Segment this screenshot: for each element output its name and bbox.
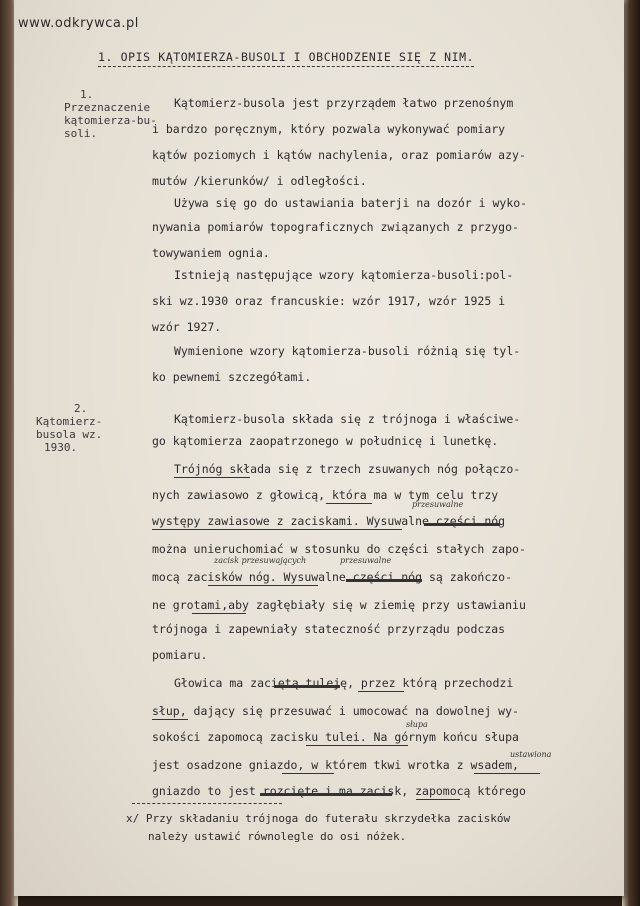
underline-mark [358,691,404,692]
strike-mark [260,793,392,796]
strike-mark [424,523,500,526]
underline-mark [174,477,250,478]
underline-mark [416,799,460,800]
text-line: i bardzo poręcznym, który pozwala wykonywać pomiary [152,122,506,136]
text-line: Wymienione wzory kątomierza-busoli różnią się tyl- [174,344,521,358]
text-line: jest osadzone gniazdo, w którem tkwi wrotka z wsadem, [152,758,519,772]
text-line: występy zawiasowe z zaciskami. Wysuwalne części nóg [152,514,506,528]
text-line: towywaniem ognia. [152,246,270,260]
text-line: mutów /kierunków/ i odległości. [152,174,367,188]
text-line: Kątomierz-busola jest przyrządem łatwo przenośnym [174,96,514,110]
underline-mark [192,613,246,614]
margin-note-label: kątomierza-bu- [64,114,157,127]
footnote-line: należy ustawić równolegle do osi nóżek. [148,830,407,843]
handwritten-note: zacisk przesuwających [214,556,307,565]
text-line: kątów poziomych i kątów nachylenia, oraz pomiarów azy- [152,148,526,162]
handwritten-note: przesuwalne [340,556,392,565]
margin-note-2 [36,402,102,454]
text-line: ne grotami,aby zagłębiały się w ziemię przy ustawianiu [152,598,526,612]
underline-mark [152,719,188,720]
handwritten-note: słupa [406,720,428,729]
margin-note-label: busola wz. [36,428,103,441]
text-line: gniazdo to jest rozcięte i ma zacisk, zapomocą którego [152,784,526,798]
margin-note-label: soli. [64,127,98,140]
text-line: ko pewnemi szczegółami. [152,370,312,384]
text-line: Głowica ma zaciętą tuleję, przez którą przechodzi [174,676,514,690]
text-line: sokości zapomocą zacisku tulei. Na górnym końcu słupa [152,730,519,744]
text-line: Używa się go do ustawiania baterji na dozór i wyko- [174,196,528,210]
text-line: ski wz.1930 oraz francuskie: wzór 1917, wzór 1925 i [152,294,506,308]
text-line: pomiaru. [152,648,208,662]
watermark: www.odkrywca.pl [18,16,139,31]
margin-note-number: 1. [80,88,94,101]
strike-mark [274,685,340,688]
underline-mark [152,529,402,530]
text-line: można unieruchomiać w stosunku do części stałych zapo- [152,542,526,556]
margin-note-label: 1930. [44,441,78,454]
margin-note-label: Przeznaczenie [64,101,151,114]
underline-mark [306,745,408,746]
footnote-separator [132,803,282,804]
text-line: słup, dający się przesuwać i umocować na dowolnej wy- [152,704,519,718]
text-line: nych zawiasowo z głowicą, która ma w tym celu trzy [152,488,499,502]
handwritten-note: ustawiona [510,750,552,759]
text-line: wzór 1927. [152,320,222,334]
binder-right-edge [622,0,640,906]
text-line: Trójnóg składa się z trzech zsuwanych nóg połączo- [174,462,521,476]
text-line: mocą zacisków nóg. Wysuwalne części nóg są zakończo- [152,570,513,584]
page-title: 1. OPIS KĄTOMIERZA-BUSOLI I OBCHODZENIE SIĘ Z NIM. [98,50,475,64]
text-line: trójnoga i zapewniały stateczność przyrządu podczas [152,622,506,636]
underline-mark [282,773,334,774]
text-line: Kątomierz-busola składa się z trójnoga i właściwe- [174,412,521,426]
title-underline [98,66,474,67]
underline-mark [208,585,318,586]
text-line: go kątomierza zaopatrzonego w południcę i lunetkę. [152,434,499,448]
underline-mark [326,503,372,504]
footnote-line: x/ Przy składaniu trójnoga do futerału skrzydełka zacisków [126,812,511,825]
handwritten-note: przesuwalne [412,500,464,509]
margin-note-label: Kątomierz- [36,415,103,428]
margin-note-number: 2. [74,402,88,415]
typewritten-page [14,0,624,896]
strike-mark [346,579,422,582]
text-line: Istnieją następujące wzory kątomierza-busoli:pol- [174,268,514,282]
underline-mark [474,773,540,774]
margin-note-1 [64,88,157,140]
text-line: nywania pomiarów topograficznych związanych z przygo- [152,220,519,234]
